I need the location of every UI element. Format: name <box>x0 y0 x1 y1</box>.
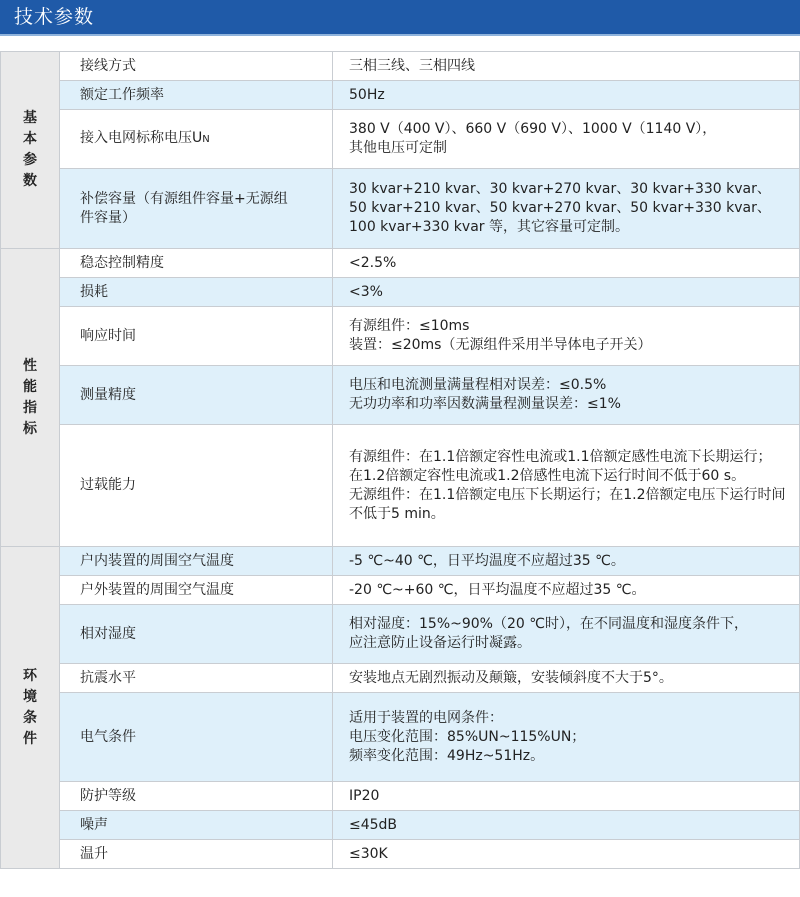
category-cell <box>1 52 60 249</box>
param-name-cell <box>60 110 333 169</box>
param-name-cell <box>60 425 333 547</box>
param-value-line: 电压变化范围：85%UN~115%UN； <box>349 728 586 745</box>
param-name: 接入电网标称电压U <box>80 130 203 146</box>
param-value-line: 在1.2倍额定容性电流或1.2倍感性电流下运行时间不低于60 s。 <box>349 467 746 484</box>
category-cell <box>1 249 60 547</box>
param-name-cell <box>60 52 333 81</box>
param-value-line: 应注意防止设备运行时凝露。 <box>349 635 531 651</box>
param-name-cell <box>60 81 333 110</box>
param-name-cell <box>60 664 333 693</box>
table-row <box>1 840 800 869</box>
param-value-cell <box>333 840 800 869</box>
table-row <box>1 366 800 425</box>
table-row <box>1 605 800 664</box>
param-name: 响应时间 <box>80 327 136 344</box>
param-value-line: 三相三线、三相四线 <box>349 57 475 74</box>
table-row <box>1 547 800 576</box>
table-row <box>1 81 800 110</box>
param-name-cell <box>60 576 333 605</box>
table-row <box>1 782 800 811</box>
param-value-line: -5 ℃~40 ℃，日平均温度不应超过35 ℃。 <box>349 552 625 569</box>
param-name: 额定工作频率 <box>80 86 164 103</box>
param-value-cell <box>333 425 800 547</box>
param-name-cell <box>60 840 333 869</box>
param-value-cell <box>333 811 800 840</box>
param-value-cell <box>333 52 800 81</box>
param-value-line: IP20 <box>349 787 380 804</box>
param-value-line: 50Hz <box>349 86 385 103</box>
param-value-cell <box>333 249 800 278</box>
table-row <box>1 664 800 693</box>
param-value-cell <box>333 81 800 110</box>
section-header <box>0 0 800 34</box>
spec-table <box>0 51 800 869</box>
param-name: 接线方式 <box>80 57 136 74</box>
param-name-cell <box>60 811 333 840</box>
param-value-line: 有源组件：≤10ms <box>349 318 470 334</box>
param-value-cell <box>333 169 800 249</box>
param-value-line: <3% <box>349 283 383 300</box>
param-name: 相对湿度 <box>80 625 136 642</box>
param-value-cell <box>333 576 800 605</box>
param-name: 过载能力 <box>80 477 136 493</box>
table-row <box>1 811 800 840</box>
param-value-cell <box>333 278 800 307</box>
param-value-line: 电压和电流测量满量程相对误差：≤0.5% <box>349 377 607 393</box>
param-value-line: -20 ℃~+60 ℃，日平均温度不应超过35 ℃。 <box>349 581 646 598</box>
param-value-cell <box>333 110 800 169</box>
param-name-subscript: N <box>202 134 210 145</box>
param-name-cell <box>60 278 333 307</box>
param-value-line: 其他电压可定制 <box>349 140 447 156</box>
param-name: 抗震水平 <box>80 669 136 686</box>
param-name: 防护等级 <box>80 787 136 804</box>
param-value-line: 无功功率和功率因数满量程测量误差：≤1% <box>349 396 621 412</box>
param-value-line: 相对湿度：15%~90%（20 ℃时），在不同温度和湿度条件下， <box>349 616 748 632</box>
param-name: 户外装置的周围空气温度 <box>80 581 234 598</box>
header-divider <box>0 34 800 36</box>
param-name: 户内装置的周围空气温度 <box>80 552 234 569</box>
table-row <box>1 693 800 782</box>
param-value-line: 安装地点无剧烈振动及颠簸，安装倾斜度不大于5°。 <box>349 669 673 686</box>
table-row <box>1 52 800 81</box>
param-value-cell <box>333 782 800 811</box>
param-value-line: 不低于5 min。 <box>349 505 445 522</box>
table-row <box>1 278 800 307</box>
param-value-line: 100 kvar+330 kvar 等，其它容量可定制。 <box>349 219 629 235</box>
param-value-line: <2.5% <box>349 254 397 271</box>
category-label: 环境条件 <box>23 667 37 747</box>
category-label: 基本参数 <box>23 110 37 189</box>
param-value-line: ≤30K <box>349 845 388 862</box>
param-name-cell <box>60 307 333 366</box>
param-value-line: 50 kvar+210 kvar、50 kvar+270 kvar、50 kvar+330 kvar、 <box>349 200 771 216</box>
table-row <box>1 425 800 547</box>
table-row <box>1 169 800 249</box>
param-value-line: 380 V（400 V）、660 V（690 V）、1000 V（1140 V）， <box>349 121 717 137</box>
param-value-cell <box>333 307 800 366</box>
param-value-cell <box>333 605 800 664</box>
category-cell <box>1 547 60 869</box>
param-value-cell <box>333 366 800 425</box>
param-value-line: 装置：≤20ms（无源组件采用半导体电子开关） <box>349 337 652 353</box>
param-value-line: 30 kvar+210 kvar、30 kvar+270 kvar、30 kvar+330 kvar、 <box>349 181 771 197</box>
param-name: 噪声 <box>80 816 108 833</box>
table-row <box>1 576 800 605</box>
category-label: 性能指标 <box>23 357 37 437</box>
param-name: 测量精度 <box>80 386 136 403</box>
param-value-line: 无源组件：在1.1倍额定电压下长期运行；在1.2倍额定电压下运行时间 <box>349 486 786 503</box>
param-name-cell <box>60 782 333 811</box>
param-name-cell <box>60 547 333 576</box>
param-name: 稳态控制精度 <box>80 254 164 271</box>
table-row <box>1 110 800 169</box>
param-value-cell <box>333 693 800 782</box>
param-value-cell <box>333 547 800 576</box>
param-name-cell <box>60 249 333 278</box>
param-name-cell <box>60 693 333 782</box>
param-value-line: 适用于装置的电网条件： <box>349 709 503 726</box>
table-row <box>1 249 800 278</box>
param-name: 温升 <box>80 845 108 862</box>
param-name: 损耗 <box>80 283 108 300</box>
param-name-cell <box>60 169 333 249</box>
param-value-line: 频率变化范围：49Hz~51Hz。 <box>349 747 545 764</box>
table-row <box>1 307 800 366</box>
param-name-cell <box>60 605 333 664</box>
param-name: 电气条件 <box>80 728 136 745</box>
param-name: 补偿容量（有源组件容量+无源组件容量） <box>80 190 288 226</box>
param-value-cell <box>333 664 800 693</box>
section-title: 技术参数 <box>14 6 95 28</box>
param-name-cell <box>60 366 333 425</box>
param-value-line: 有源组件：在1.1倍额定容性电流或1.1倍额定感性电流下长期运行； <box>349 448 772 465</box>
param-value-line: ≤45dB <box>349 816 398 833</box>
